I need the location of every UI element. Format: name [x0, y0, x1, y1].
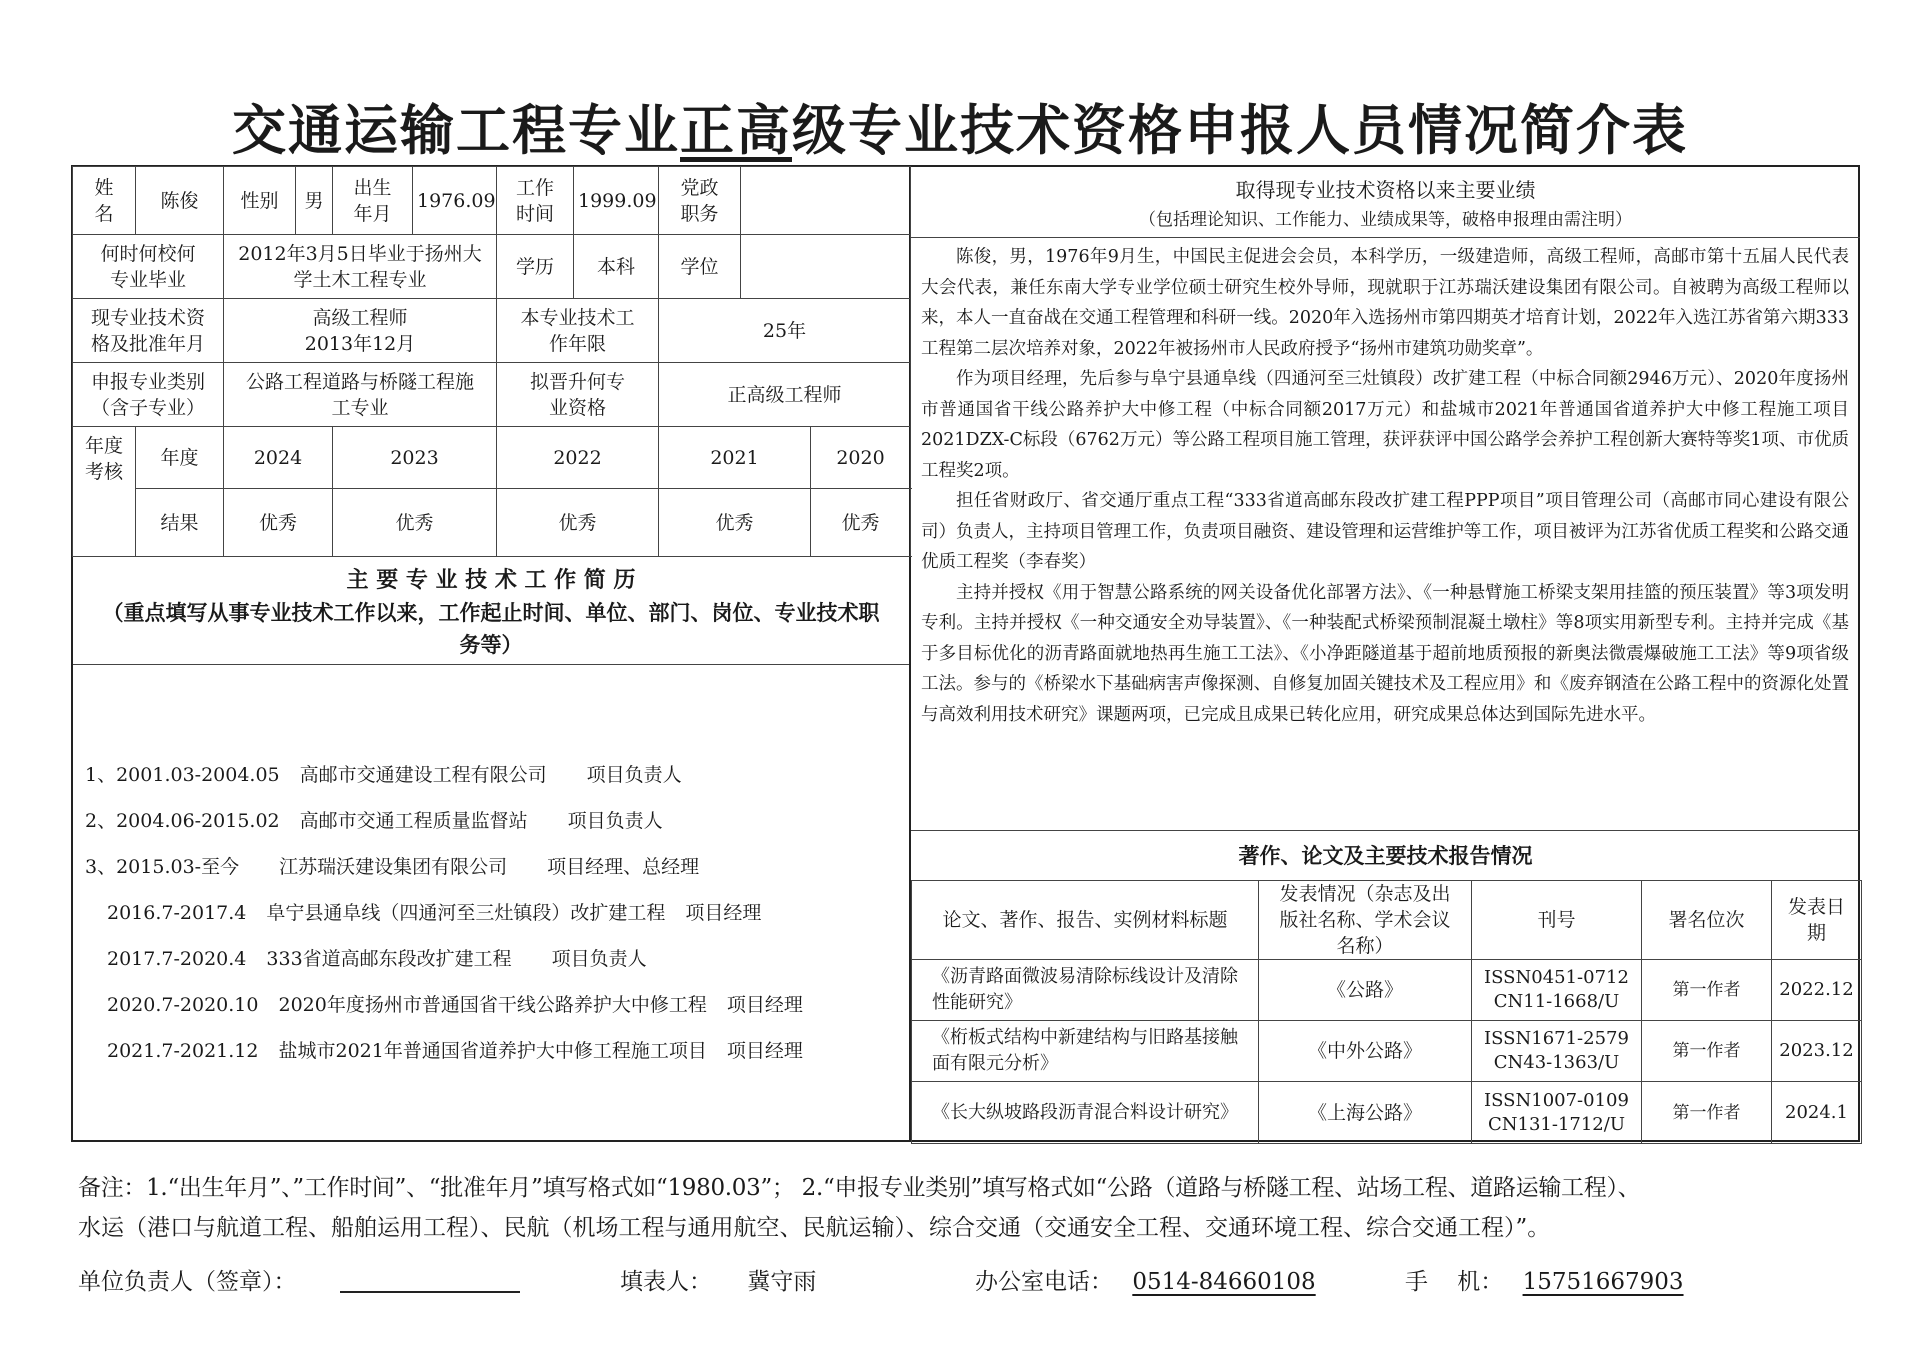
resume-subtitle: （重点填写从事专业技术工作以来，工作起止时间、单位、部门、岗位、专业技术职务等） [102, 601, 880, 657]
resume-item [107, 990, 803, 1017]
current-qual-value: 高级工程师 2013年12月 [224, 299, 497, 363]
mobile-value: 15751667903 [1522, 1269, 1684, 1295]
year-cell: 2022 [497, 427, 659, 489]
resume-role: 项目经理、总经理 [547, 856, 700, 878]
paper-title: 《沥青路面微波易清除标线设计及清除性能研究》 [912, 960, 1259, 1021]
resume-item [107, 944, 647, 971]
xuewei-value [741, 235, 911, 299]
paper-date: 2024.1 [1772, 1082, 1862, 1144]
unit-label: 单位负责人（签章）： [78, 1269, 297, 1295]
resume-item [107, 1036, 803, 1063]
resume-org: 高邮市交通工程质量监督站 [299, 810, 528, 832]
achievements-body [921, 242, 1849, 730]
papers-header-issn: 刊号 [1472, 881, 1642, 960]
notes-line: 备注：1.“出生年月”、”工作时间”、“批准年月”填写格式如“1980.03”； 2.“申报专业类别”填写格式如“公路（道路与桥隧工程、站场工程、道路运输工程）、 [78, 1175, 1641, 1201]
resume-org: 阜宁县通阜线（四通河至三灶镇段）改扩建工程 [266, 902, 666, 924]
assessment-year-label: 年度 [136, 427, 224, 489]
resume-role: 项目负责人 [551, 948, 647, 970]
resume-time: 2020.7-2020.10 [107, 994, 259, 1016]
current-qual-label: 现专业技术资格及批准年月 [73, 299, 224, 363]
papers-header-date: 发表日期 [1772, 881, 1862, 960]
paper-issn: ISSN1007-0109 CN131-1712/U [1472, 1082, 1642, 1144]
gender-label: 性别 [224, 167, 296, 235]
office-phone [975, 1263, 1316, 1296]
page-title [0, 88, 1920, 165]
resume-role: 项目经理 [726, 994, 803, 1016]
notes [78, 1168, 1868, 1248]
mobile-phone [1405, 1263, 1684, 1296]
xuewei-label: 学位 [659, 235, 741, 299]
resume-org: 江苏瑞沃建设集团有限公司 [279, 856, 508, 878]
resume-role: 项目负责人 [586, 764, 682, 786]
birth-label: 出生年月 [333, 167, 413, 235]
filler-label: 填表人： [620, 1269, 712, 1295]
unit-signature [78, 1263, 520, 1296]
paper-date: 2023.12 [1772, 1021, 1862, 1082]
resume-org: 盐城市2021年普通国省道养护大中修工程施工项目 [278, 1040, 707, 1062]
achievements-subtitle: （包括理论知识、工作能力、业绩成果等，破格申报理由需注明） [1139, 210, 1632, 230]
result-cell: 优秀 [333, 489, 497, 557]
result-cell: 优秀 [659, 489, 811, 557]
achievement-paragraph: 作为项目经理，先后参与阜宁县通阜线（四通河至三灶镇段）改扩建工程（中标合同额2946万元）、2020年度扬州市普通国省干线公路养护大中修工程（中标合同额2017万元）和盐城市2021年普通国省道养护大中修工程施工项目2021DZX-C标段（6762万元）等公路工程项目施工管理，获评获评中国公路学会养护工程创新大赛特等奖1项、市优质工程奖2项。 [921, 369, 1849, 481]
degree-value: 本科 [574, 235, 659, 299]
phone-label: 办公室电话： [975, 1269, 1113, 1295]
work-years-label: 本专业技术工作年限 [497, 299, 659, 363]
gender-value: 男 [296, 167, 333, 235]
year-cell: 2021 [659, 427, 811, 489]
party-label: 党政职务 [659, 167, 741, 235]
papers-header-venue: 发表情况（杂志及出版社名称、学术会议名称） [1259, 881, 1472, 960]
resume-role: 项目负责人 [567, 810, 663, 832]
papers-divider [911, 830, 1860, 831]
resume-time: 3、2015.03-至今 [85, 856, 240, 878]
achievement-paragraph: 主持并授权《用于智慧公路系统的网关设备优化部署方法》、《一种悬臂施工桥梁支架用挂篮的预压装置》等3项发明专利。主持并授权《一种交通安全劝导装置》、《一种装配式桥梁预制混凝土墩柱》等8项实用新型专利。主持并完成《基于多目标优化的沥青路面就地热再生施工工法》、《小净距隧道基于超前地质预报的新奥法微震爆破施工工法》等9项省级工法。参与的《桥梁水下基础病害声像探测、自修复加固关键技术及工程应用》和《废弃钢渣在公路工程中的资源化处置与高效利用技术研究》课题两项，已完成且成果已转化应用，研究成果总体达到国际先进水平。 [921, 582, 1849, 725]
resume-item [85, 760, 682, 787]
paper-rank: 第一作者 [1642, 1021, 1772, 1082]
form-frame [71, 165, 1860, 1142]
paper-issn: ISSN1671-2579 CN43-1363/U [1472, 1021, 1642, 1082]
paper-issn: ISSN0451-0712 CN11-1668/U [1472, 960, 1642, 1021]
mobile-label: 手 机： [1405, 1269, 1504, 1295]
resume-divider [73, 664, 909, 665]
assessment-label: 年度考核 [73, 427, 136, 557]
resume-item [85, 852, 699, 879]
resume-org: 333省道高邮东段改扩建工程 [266, 948, 512, 970]
name-value: 陈俊 [136, 167, 224, 235]
achievements-header-divider [911, 237, 1860, 238]
paper-venue: 《上海公路》 [1259, 1082, 1472, 1144]
graduation-label: 何时何校何专业毕业 [73, 235, 224, 299]
phone-value: 0514-84660108 [1132, 1269, 1316, 1295]
resume-time: 2017.7-2020.4 [107, 948, 247, 970]
filler [620, 1263, 816, 1296]
year-cell: 2020 [811, 427, 911, 489]
achievements-header [911, 173, 1860, 233]
apply-category-label: 申报专业类别（含子专业） [73, 363, 224, 427]
signature-line [340, 1291, 520, 1293]
basic-info-table [72, 166, 911, 557]
resume-role: 项目经理 [685, 902, 762, 924]
result-cell: 优秀 [224, 489, 333, 557]
achievement-paragraph: 陈俊，男，1976年9月生，中国民主促进会会员，本科学历，一级建造师，高级工程师，高邮市第十五届人民代表大会代表，兼任东南大学专业学位硕士研究生校外导师，现就职于江苏瑞沃建设集团有限公司。自被聘为高级工程师以来，本人一直奋战在交通工程管理和科研一线。2020年入选扬州市第四期英才培育计划，2022年入选江苏省第六期333工程第二层次培养对象，2022年被扬州市人民政府授予“扬州市建筑功勋奖章”。 [921, 247, 1849, 359]
work-label: 工作时间 [497, 167, 574, 235]
title-level: 正高 [680, 99, 792, 162]
achievement-paragraph: 担任省财政厅、省交通厅重点工程“333省道高邮东段改扩建工程PPP项目”项目管理公司（高邮市同心建设有限公司）负责人，主持项目管理工作，负责项目融资、建设管理和运营维护等工作，项目被评为江苏省优质工程奖和公路交通优质工程奖（李春奖） [921, 491, 1849, 572]
papers-title: 著作、论文及主要技术报告情况 [1238, 844, 1533, 868]
resume-time: 2016.7-2017.4 [107, 902, 247, 924]
resume-role: 项目经理 [726, 1040, 803, 1062]
result-cell: 优秀 [497, 489, 659, 557]
papers-header-rank: 署名位次 [1642, 881, 1772, 960]
graduation-value: 2012年3月5日毕业于扬州大学土木工程专业 [224, 235, 497, 299]
year-cell: 2023 [333, 427, 497, 489]
resume-time: 2021.7-2021.12 [107, 1040, 259, 1062]
paper-title: 《长大纵坡路段沥青混合料设计研究》 [912, 1082, 1259, 1144]
result-cell: 优秀 [811, 489, 911, 557]
resume-time: 2、2004.06-2015.02 [85, 810, 280, 832]
resume-header [73, 565, 909, 661]
paper-rank: 第一作者 [1642, 1082, 1772, 1144]
achievements-title: 取得现专业技术资格以来主要业绩 [1235, 178, 1536, 202]
resume-item [85, 806, 663, 833]
name-label: 姓名 [73, 167, 136, 235]
work-years-value: 25年 [659, 299, 911, 363]
birth-value: 1976.09 [413, 167, 497, 235]
paper-date: 2022.12 [1772, 960, 1862, 1021]
resume-title: 主 要 专 业 技 术 工 作 简 历 [346, 568, 636, 593]
paper-venue: 《公路》 [1259, 960, 1472, 1021]
filler-value: 冀守雨 [747, 1269, 817, 1295]
notes-line: 水运（港口与航道工程、船舶运用工程）、民航（机场工程与通用航空、民航运输）、综合交通（交通安全工程、交通环境工程、综合交通工程）”。 [78, 1215, 1551, 1241]
year-cell: 2024 [224, 427, 333, 489]
target-qual-label: 拟晋升何专业资格 [497, 363, 659, 427]
party-value [741, 167, 911, 235]
paper-title: 《桁板式结构中新建结构与旧路基接触面有限元分析》 [912, 1021, 1259, 1082]
papers-table [911, 880, 1862, 1144]
resume-org: 2020年度扬州市普通国省干线公路养护大中修工程 [278, 994, 707, 1016]
resume-item [107, 898, 761, 925]
assessment-result-label: 结果 [136, 489, 224, 557]
resume-org: 高邮市交通建设工程有限公司 [299, 764, 547, 786]
title-prefix: 交通运输工程专业 [232, 99, 680, 162]
paper-venue: 《中外公路》 [1259, 1021, 1472, 1082]
resume-time: 1、2001.03-2004.05 [85, 764, 280, 786]
papers-header-title: 论文、著作、报告、实例材料标题 [912, 881, 1259, 960]
work-value: 1999.09 [574, 167, 659, 235]
title-suffix: 级专业技术资格申报人员情况简介表 [792, 99, 1688, 162]
target-qual-value: 正高级工程师 [659, 363, 911, 427]
paper-rank: 第一作者 [1642, 960, 1772, 1021]
degree-label: 学历 [497, 235, 574, 299]
apply-category-value: 公路工程道路与桥隧工程施工专业 [224, 363, 497, 427]
